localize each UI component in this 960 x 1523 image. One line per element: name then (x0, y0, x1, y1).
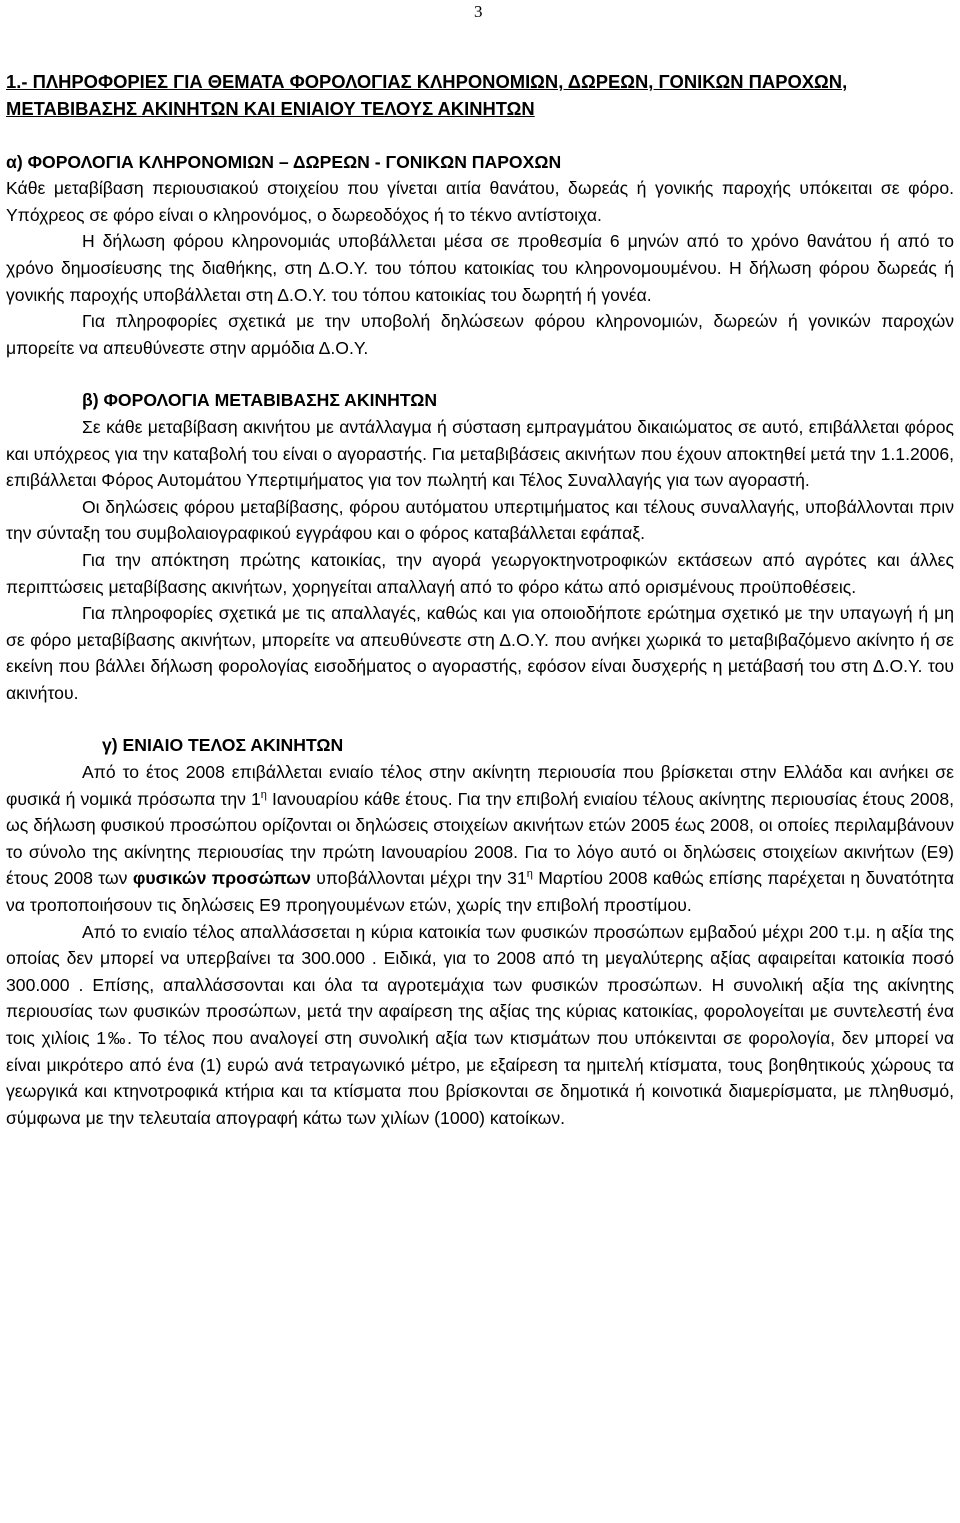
section-c-p1-bold: φυσικών προσώπων (132, 868, 311, 889)
section-a-paragraph-3: Για πληροφορίες σχετικά με την υποβολή δηλώσεων φόρου κληρονομιών, δωρεών ή γονικών παροχών μπορείτε να απευθύνεστε στην αρμόδια Δ.Ο.Υ. (6, 311, 954, 358)
section-a-paragraph-1: Κάθε μεταβίβαση περιουσιακού στοιχείου που γίνεται αιτία θανάτου, δωρεάς ή γονικής παροχής υπόκειται σε φόρο. Υπόχρεος σε φόρο είναι ο κληρονόμος, ο δωρεοδόχος ή το τέκνο αντίστοιχα. (6, 178, 954, 225)
section-b-paragraph-4: Για πληροφορίες σχετικά με τις απαλλαγές, καθώς και για οποιοδήποτε ερώτημα σχετικό με την υπαγωγή ή μη σε φόρο μεταβίβασης ακινήτων, μπορείτε να απευθύνεστε στη Δ.Ο.Υ. που ανήκει χωρικά το μεταβιβαζόμενο ακίνητο ή σε εκείνη που βάλλει δήλωση φορολογίας εισοδήματος ο αγοραστής, εφόσον είναι δυσχερής η μετάβασή του στη Δ.Ο.Υ. του ακινήτου. (6, 603, 954, 703)
section-c-p1-part-c: υποβάλλονται μέχρι την 31 (310, 868, 527, 889)
ordinal-superscript-2: η (526, 868, 533, 881)
section-c-p1-part-d: Μαρτίου 2008 καθώς επίσης παρέχεται η δυνατότητα να τροποποιήσουν τις δηλώσεις Ε9 προηγουμένων ετών, χωρίς την επιβολή προστίμου. (6, 868, 954, 916)
section-c (6, 732, 954, 1131)
section-c-title: γ) ΕΝΙΑΙΟ ΤΕΛΟΣ ΑΚΙΝΗΤΩΝ (102, 735, 344, 756)
section-b-title: β) ΦΟΡΟΛΟΓΙΑ ΜΕΤΑΒΙΒΑΣΗΣ ΑΚΙΝΗΤΩΝ (82, 390, 438, 411)
section-b-paragraph-3: Για την απόκτηση πρώτης κατοικίας, την αγορά γεωργοκτηνοτροφικών εκτάσεων από αγρότες και άλλες περιπτώσεις μεταβίβασης ακινήτων, χορηγείται απαλλαγή από το φόρο κάτω από ορισμένους προϋποθέσεις. (6, 549, 954, 597)
main-title: 1.- ΠΛΗΡΟΦΟΡΙΕΣ ΓΙΑ ΘΕΜΑΤΑ ΦΟΡΟΛΟΓΙΑΣ ΚΛΗΡΟΝΟΜΙΩΝ, ΔΩΡΕΩΝ, ΓΟΝΙΚΩΝ ΠΑΡΟΧΩΝ, ΜΕΤΑΒΙΒΑΣΗΣ ΑΚΙΝΗΤΩΝ ΚΑΙ ΕΝΙΑΙΟΥ ΤΕΛΟΥΣ ΑΚΙΝΗΤΩΝ (6, 71, 848, 119)
section-a-paragraph-2: Η δήλωση φόρου κληρονομιάς υποβάλλεται μέσα σε προθεσμία 6 μηνών από το χρόνο θανάτου ή από το χρόνο δημοσίευσης της διαθήκης, στη Δ.Ο.Υ. του τόπου κατοικίας του κληρονομουμένου. Η δήλωση φόρου δωρεάς ή γονικής παροχής υποβάλλεται στη Δ.Ο.Υ. του τόπου κατοικίας του δωρητή ή γονέα. (6, 231, 954, 305)
section-b-paragraph-2: Οι δηλώσεις φόρου μεταβίβασης, φόρου αυτόματου υπερτιμήματος και τέλους συναλλαγής, υποβάλλονται πριν την σύνταξη του συμβολαιογραφικού εγγράφου και ο φόρος καταβάλλεται εφάπαξ. (6, 496, 954, 544)
section-c-p1-part-a: Από το έτος 2008 επιβάλλεται ενιαίο τέλος στην ακίνητη περιουσία που βρίσκεται στην Ελλάδα και ανήκει σε φυσικά ή νομικά πρόσωπα την 1 (6, 762, 954, 809)
section-b (6, 387, 954, 706)
page-number: 3 (474, 2, 483, 21)
section-b-paragraph-1: Σε κάθε μεταβίβαση ακινήτου με αντάλλαγμα ή σύσταση εμπραγμάτου δικαιώματος σε αυτό, επιβάλλεται φόρος και υπόχρεος για την καταβολή του είναι ο αγοραστής. Για μεταβιβάσεις ακινήτων που έχουν αποκτηθεί μετά την 1.1.2006, επιβάλλεται Φόρος Αυτομάτου Υπερτιμήματος για τον πωλητή και Τέλος Συναλλαγής για των αγοραστή. (6, 416, 954, 491)
section-c-paragraph-1 (6, 759, 954, 919)
ordinal-superscript: η (260, 788, 267, 801)
section-c-paragraph-2: Από το ενιαίο τέλος απαλλάσσεται η κύρια κατοικία των φυσικών προσώπων εμβαδού μέχρι 200 τ.μ. η αξία της οποίας δεν μπορεί να υπερβαίνει τα 300.000 . Ειδικά, για το 2008 από τη μεγαλύτερης αξίας αφαιρείται κατοικία ποσό 300.000 . Επίσης, απαλλάσσονται και όλα τα αγροτεμάχια των φυσικών προσώπων. Η συνολική αξία της ακίνητης περιουσίας των φυσικών προσώπων, μετά την αφαίρεση της αξίας της κύριας κατοικίας, φορολογείται με συντελεστή ένα τοις χιλίοις 1‰. Το τέλος που αναλογεί στη συνολική αξία των κτισμάτων που υπόκεινται σε φορολογία, δεν μπορεί να είναι μικρότερο από ένα (1) ευρώ ανά τετραγωνικό μέτρο, με εξαίρεση τα ημιτελή κτίσματα, τους βοηθητικούς χώρους τα γεωργικά και κτηνοτροφικά κτήρια και τα κτίσματα που βρίσκονται σε δημοτικά ή κοινοτικά διαμερίσματα, με πληθυσμό, σύμφωνα με την τελευταία απογραφή κάτω των χιλίων (1000) κατοίκων. (6, 921, 954, 1128)
section-c-p1-part-b: Ιανουαρίου κάθε έτους. Για την επιβολή ενιαίου τέλους ακίνητης περιουσίας έτους 2008, ως δήλωση φυσικού προσώπου ορίζονται οι δηλώσεις στοιχείων ακινήτων ετών 2005 έως 2008, οι οποίες περιλαμβάνουν το σύνολο της ακίνητης περιουσίας την πρώτη Ιανουαρίου 2008. Για το λόγο αυτό οι δηλώσεις στοιχείων ακινήτων (Ε9) έτους 2008 των (6, 788, 954, 889)
document-body (6, 69, 954, 1131)
section-a (6, 149, 954, 362)
section-a-title: α) ΦΟΡΟΛΟΓΙΑ ΚΛΗΡΟΝΟΜΙΩΝ – ΔΩΡΕΩΝ - ΓΟΝΙΚΩΝ ΠΑΡΟΧΩΝ (6, 151, 562, 172)
